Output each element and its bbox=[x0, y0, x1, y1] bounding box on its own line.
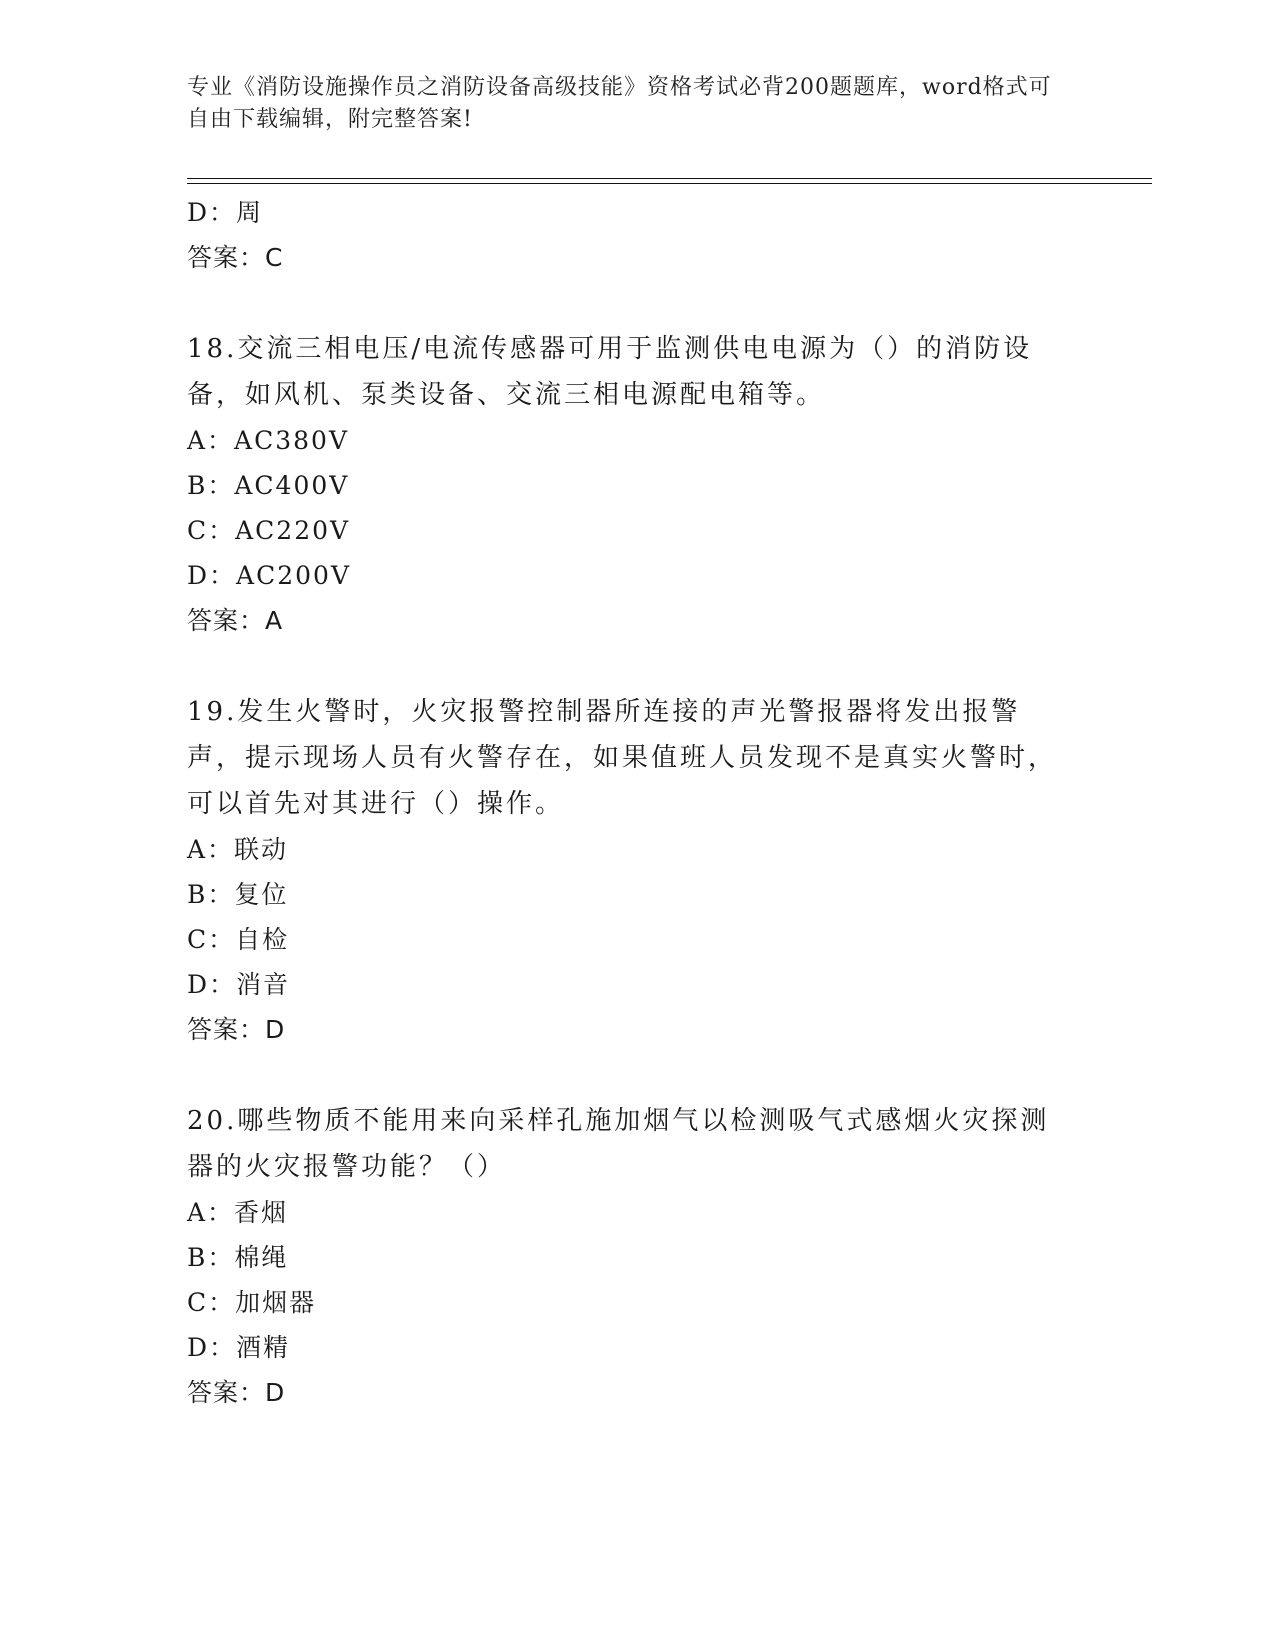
question-content bbox=[187, 190, 1087, 1415]
question-19-answer: 答案：D bbox=[187, 1015, 286, 1044]
question-20-option-c: C：加烟器 bbox=[187, 1288, 317, 1317]
question-18-option-a: A：AC380V bbox=[187, 426, 350, 455]
question-18-option-c: C：AC220V bbox=[187, 516, 351, 545]
prev-answer: 答案：C bbox=[187, 243, 284, 272]
question-19-option-c: C：自检 bbox=[187, 925, 290, 954]
question-20-option-a: A：香烟 bbox=[187, 1198, 289, 1227]
question-19-text: 19.发生火警时，火灾报警控制器所连接的声光警报器将发出报警声，提示现场人员有火警存在，如果值班人员发现不是真实火警时，可以首先对其进行（）操作。 bbox=[187, 697, 1058, 819]
prev-option-d: D：周 bbox=[187, 198, 264, 227]
question-20-answer: 答案：D bbox=[187, 1378, 286, 1407]
question-19-option-a: A：联动 bbox=[187, 835, 289, 864]
question-20-text: 20.哪些物质不能用来向采样孔施加烟气以检测吸气式感烟火灾探测器的火灾报警功能？（） bbox=[187, 1106, 1050, 1182]
question-18-text: 18.交流三相电压/电流传感器可用于监测供电电源为（）的消防设备，如风机、泵类设备、交流三相电源配电箱等。 bbox=[187, 334, 1033, 410]
header-divider-top bbox=[187, 178, 1152, 179]
document-header: 专业《消防设施操作员之消防设备高级技能》资格考试必背200题题库，word格式可自由下载编辑，附完整答案! bbox=[187, 75, 1052, 132]
spacer bbox=[187, 280, 1087, 326]
header-divider-bottom bbox=[187, 183, 1152, 184]
question-18-option-b: B：AC400V bbox=[187, 471, 350, 500]
question-18-option-d: D：AC200V bbox=[187, 561, 351, 590]
question-20-option-d: D：酒精 bbox=[187, 1333, 291, 1362]
spacer bbox=[187, 643, 1087, 689]
spacer bbox=[187, 1052, 1087, 1098]
question-18-answer: 答案：A bbox=[187, 606, 284, 635]
question-19-option-d: D：消音 bbox=[187, 970, 291, 999]
question-19-option-b: B：复位 bbox=[187, 880, 289, 909]
question-20-option-b: B：棉绳 bbox=[187, 1243, 289, 1272]
